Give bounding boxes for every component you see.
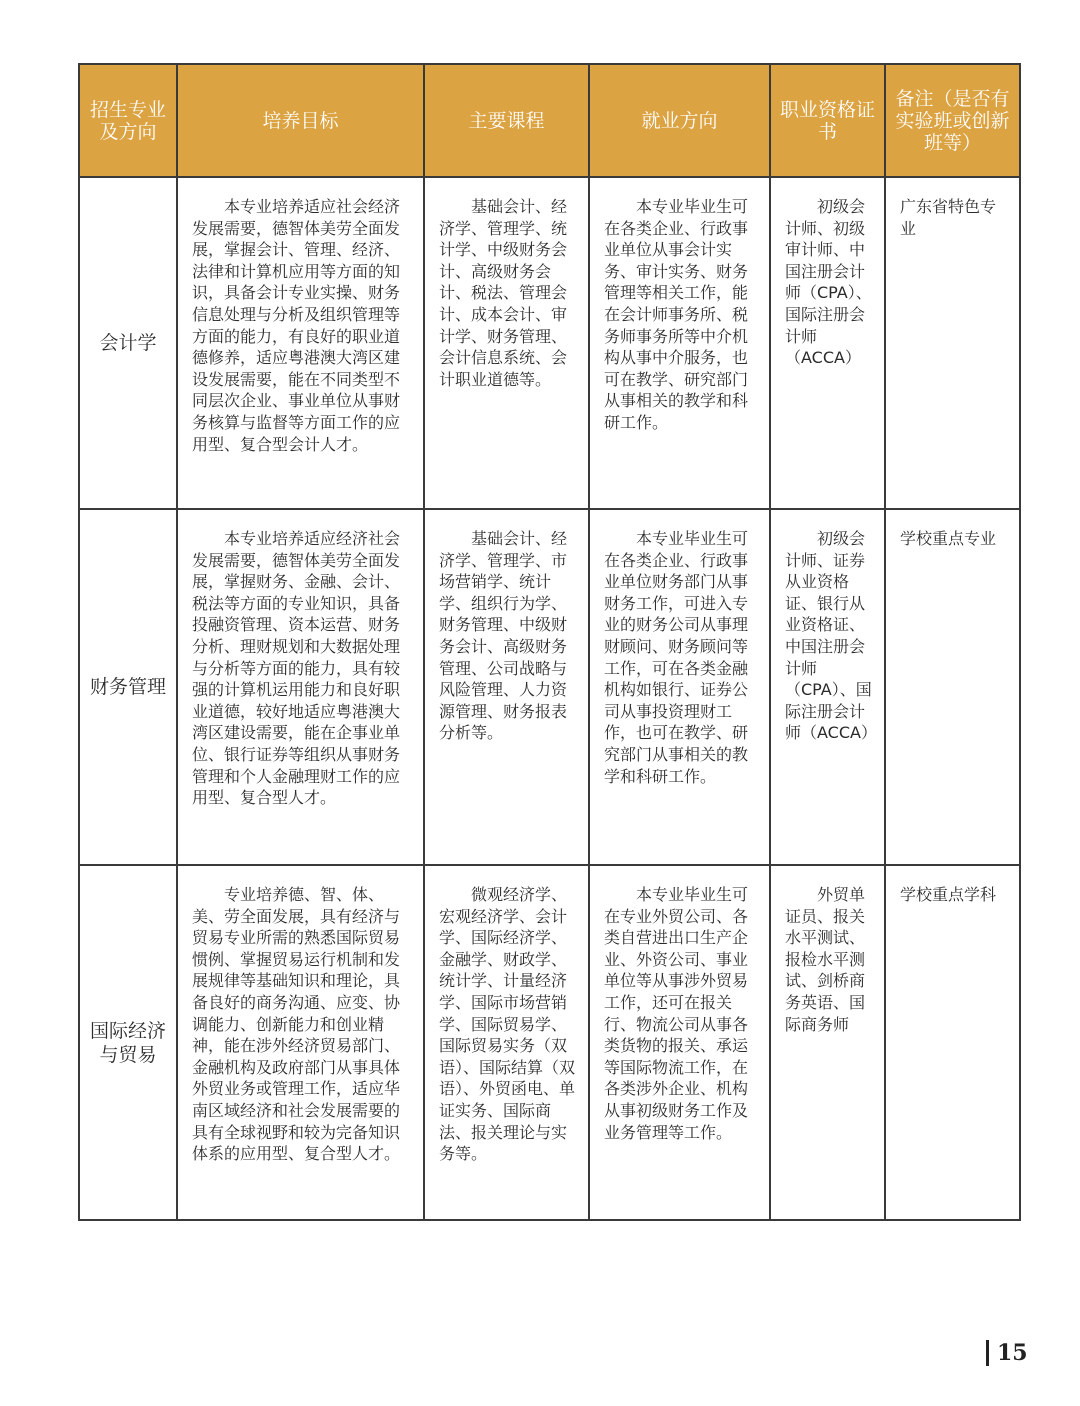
cert-cell: 初级会计师、初级审计师、中国注册会计师（CPA）、国际注册会计师（ACCA） [770,177,885,509]
goal-cell: 本专业培养适应经济社会发展需要，德智体美劳全面发展，掌握财务、金融、会计、税法等方面的专业知识，具备投融资管理、资本运营、财务分析、理财规划和大数据处理与分析等方面的能力，具有较强的计算机运用能力和良好职业道德，较好地适应粤港澳大湾区建设需要，能在企事业单位、银行证券等组织从事财务管理和个人金融理财工作的应用型、复合型人才。 [177,509,424,865]
header-major: 招生专业及方向 [79,64,177,177]
header-courses: 主要课程 [424,64,589,177]
page-number: 15 [986,1340,1028,1366]
major-table [78,63,1021,1221]
header-row [79,64,1020,177]
table-row [79,177,1020,509]
career-cell: 本专业毕业生可在专业外贸公司、各类自营进出口生产企业、外资公司、事业单位等从事涉外贸易工作，还可在报关行、物流公司从事各类货物的报关、承运等国际物流工作，在各类涉外企业、机构从事初级财务工作及业务管理等工作。 [589,865,770,1220]
cert-cell: 外贸单证员、报关水平测试、报检水平测试、剑桥商务英语、国际商务师 [770,865,885,1220]
remark-cell: 学校重点专业 [885,509,1020,865]
table-row [79,865,1020,1220]
major-name: 财务管理 [79,509,177,865]
courses-cell: 基础会计、经济学、管理学、统计学、中级财务会计、高级财务会计、税法、管理会计、成本会计、审计学、财务管理、会计信息系统、会计职业道德等。 [424,177,589,509]
career-cell: 本专业毕业生可在各类企业、行政事业单位财务部门从事财务工作，可进入专业的财务公司从事理财顾问、财务顾问等工作，可在各类金融机构如银行、证券公司从事投资理财工作，也可在教学、研究部门从事相关的教学和科研工作。 [589,509,770,865]
career-cell: 本专业毕业生可在各类企业、行政事业单位从事会计实务、审计实务、财务管理等相关工作，能在会计师事务所、税务师事务所等中介机构从事中介服务，也可在教学、研究部门从事相关的教学和科研工作。 [589,177,770,509]
header-cert: 职业资格证书 [770,64,885,177]
table-row [79,509,1020,865]
cert-cell: 初级会计师、证券从业资格证、银行从业资格证、中国注册会计师（CPA）、国际注册会计师（ACCA） [770,509,885,865]
major-name: 国际经济与贸易 [79,865,177,1220]
major-name: 会计学 [79,177,177,509]
header-career: 就业方向 [589,64,770,177]
header-goal: 培养目标 [177,64,424,177]
header-remark: 备注（是否有实验班或创新班等） [885,64,1020,177]
goal-cell: 专业培养德、智、体、美、劳全面发展，具有经济与贸易专业所需的熟悉国际贸易惯例、掌握贸易运行机制和发展规律等基础知识和理论，具备良好的商务沟通、应变、协调能力、创新能力和创业精神，能在涉外经济贸易部门、金融机构及政府部门从事具体外贸业务或管理工作，适应华南区域经济和社会发展需要的具有全球视野和较为完备知识体系的应用型、复合型人才。 [177,865,424,1220]
goal-cell: 本专业培养适应社会经济发展需要，德智体美劳全面发展，掌握会计、管理、经济、法律和计算机应用等方面的知识，具备会计专业实操、财务信息处理与分析及组织管理等方面的能力，有良好的职业道德修养，适应粤港澳大湾区建设发展需要，能在不同类型不同层次企业、事业单位从事财务核算与监督等方面工作的应用型、复合型会计人才。 [177,177,424,509]
courses-cell: 微观经济学、宏观经济学、会计学、国际经济学、金融学、财政学、统计学、计量经济学、国际市场营销学、国际贸易学、国际贸易实务（双语）、国际结算（双语）、外贸函电、单证实务、国际商法、报关理论与实务等。 [424,865,589,1220]
remark-cell: 学校重点学科 [885,865,1020,1220]
courses-cell: 基础会计、经济学、管理学、市场营销学、统计学、组织行为学、财务管理、中级财务会计、高级财务管理、公司战略与风险管理、人力资源管理、财务报表分析等。 [424,509,589,865]
remark-cell: 广东省特色专业 [885,177,1020,509]
